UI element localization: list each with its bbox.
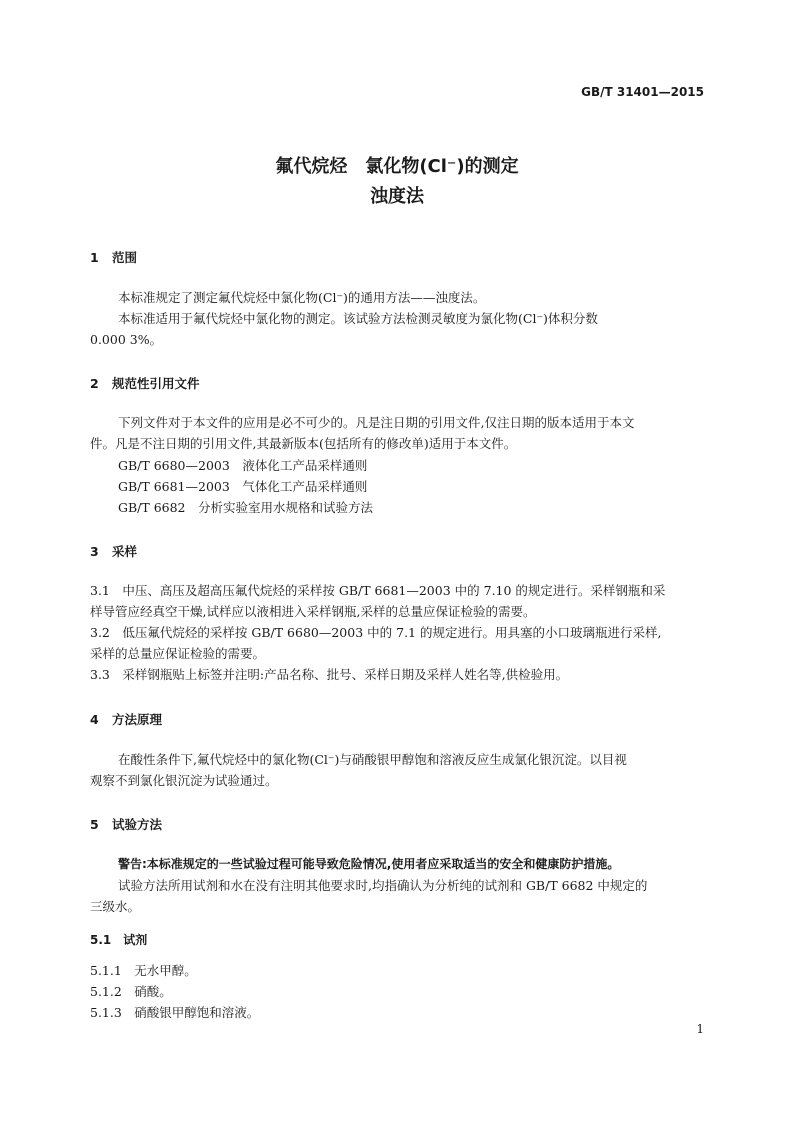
section-heading-1: 1 范围 xyxy=(90,250,138,265)
paragraph-continuation: 三级水。 xyxy=(90,899,141,914)
section-heading-4: 4 方法原理 xyxy=(90,712,163,727)
reference-item: GB/T 6681—2003 气体化工产品采样通则 xyxy=(118,479,368,494)
reference-item: GB/T 6680—2003 液体化工产品采样通则 xyxy=(118,458,368,473)
paragraph-continuation: 观察不到氯化银沉淀为试验通过。 xyxy=(90,773,278,788)
list-item: 5.1.3 硝酸银甲醇饱和溶液。 xyxy=(90,1005,260,1020)
clause-3-1: 3.1 中压、高压及超高压氟代烷烃的采样按 GB/T 6681—2003 中的 7.10 的规定进行。采样钢瓶和采 xyxy=(90,583,666,598)
paragraph: 本标准规定了测定氟代烷烃中氯化物(Cl⁻)的通用方法——浊度法。 xyxy=(118,290,486,305)
clause-continuation: 采样的总量应保证检验的需要。 xyxy=(90,646,266,661)
paragraph: 在酸性条件下,氟代烷烃中的氯化物(Cl⁻)与硝酸银甲醇饱和溶液反应生成氯化银沉淀。以目视 xyxy=(118,752,627,767)
clause-continuation: 样导管应经真空干燥,试样应以液相进入采样钢瓶,采样的总量应保证检验的需要。 xyxy=(90,604,536,619)
list-item: 5.1.1 无水甲醇。 xyxy=(90,963,197,978)
clause-3-2: 3.2 低压氟代烷烃的采样按 GB/T 6680—2003 中的 7.1 的规定进行。用具塞的小口玻璃瓶进行采样, xyxy=(90,625,662,640)
standard-number: GB/T 31401—2015 xyxy=(581,85,704,99)
paragraph-continuation: 0.000 3%。 xyxy=(90,332,163,347)
section-heading-5: 5 试验方法 xyxy=(90,817,163,832)
warning-text: 警告:本标准规定的一些试验过程可能导致危险情况,使用者应采取适当的安全和健康防护措施。 xyxy=(118,857,620,871)
subsection-heading-5-1: 5.1 试剂 xyxy=(90,933,148,947)
paragraph-continuation: 件。凡是不注日期的引用文件,其最新版本(包括所有的修改单)适用于本文件。 xyxy=(90,436,517,451)
clause-3-3: 3.3 采样钢瓶贴上标签并注明:产品名称、批号、采样日期及采样人姓名等,供检验用。 xyxy=(90,667,569,682)
reference-item: GB/T 6682 分析实验室用水规格和试验方法 xyxy=(118,500,374,515)
document-subtitle: 浊度法 xyxy=(370,186,424,207)
page-number: 1 xyxy=(696,1022,704,1036)
document-title: 氟代烷烃 氯化物(Cl⁻)的测定 xyxy=(275,156,519,177)
section-heading-2: 2 规范性引用文件 xyxy=(90,376,200,391)
paragraph: 本标准适用于氟代烷烃中氯化物的测定。该试验方法检测灵敏度为氯化物(Cl⁻)体积分数 xyxy=(118,311,598,326)
list-item: 5.1.2 硝酸。 xyxy=(90,984,172,999)
paragraph: 下列文件对于本文件的应用是必不可少的。凡是注日期的引用文件,仅注日期的版本适用于本文 xyxy=(118,415,635,430)
section-heading-3: 3 采样 xyxy=(90,544,138,559)
paragraph: 试验方法所用试剂和水在没有注明其他要求时,均指确认为分析纯的试剂和 GB/T 6682 中规定的 xyxy=(118,878,648,893)
